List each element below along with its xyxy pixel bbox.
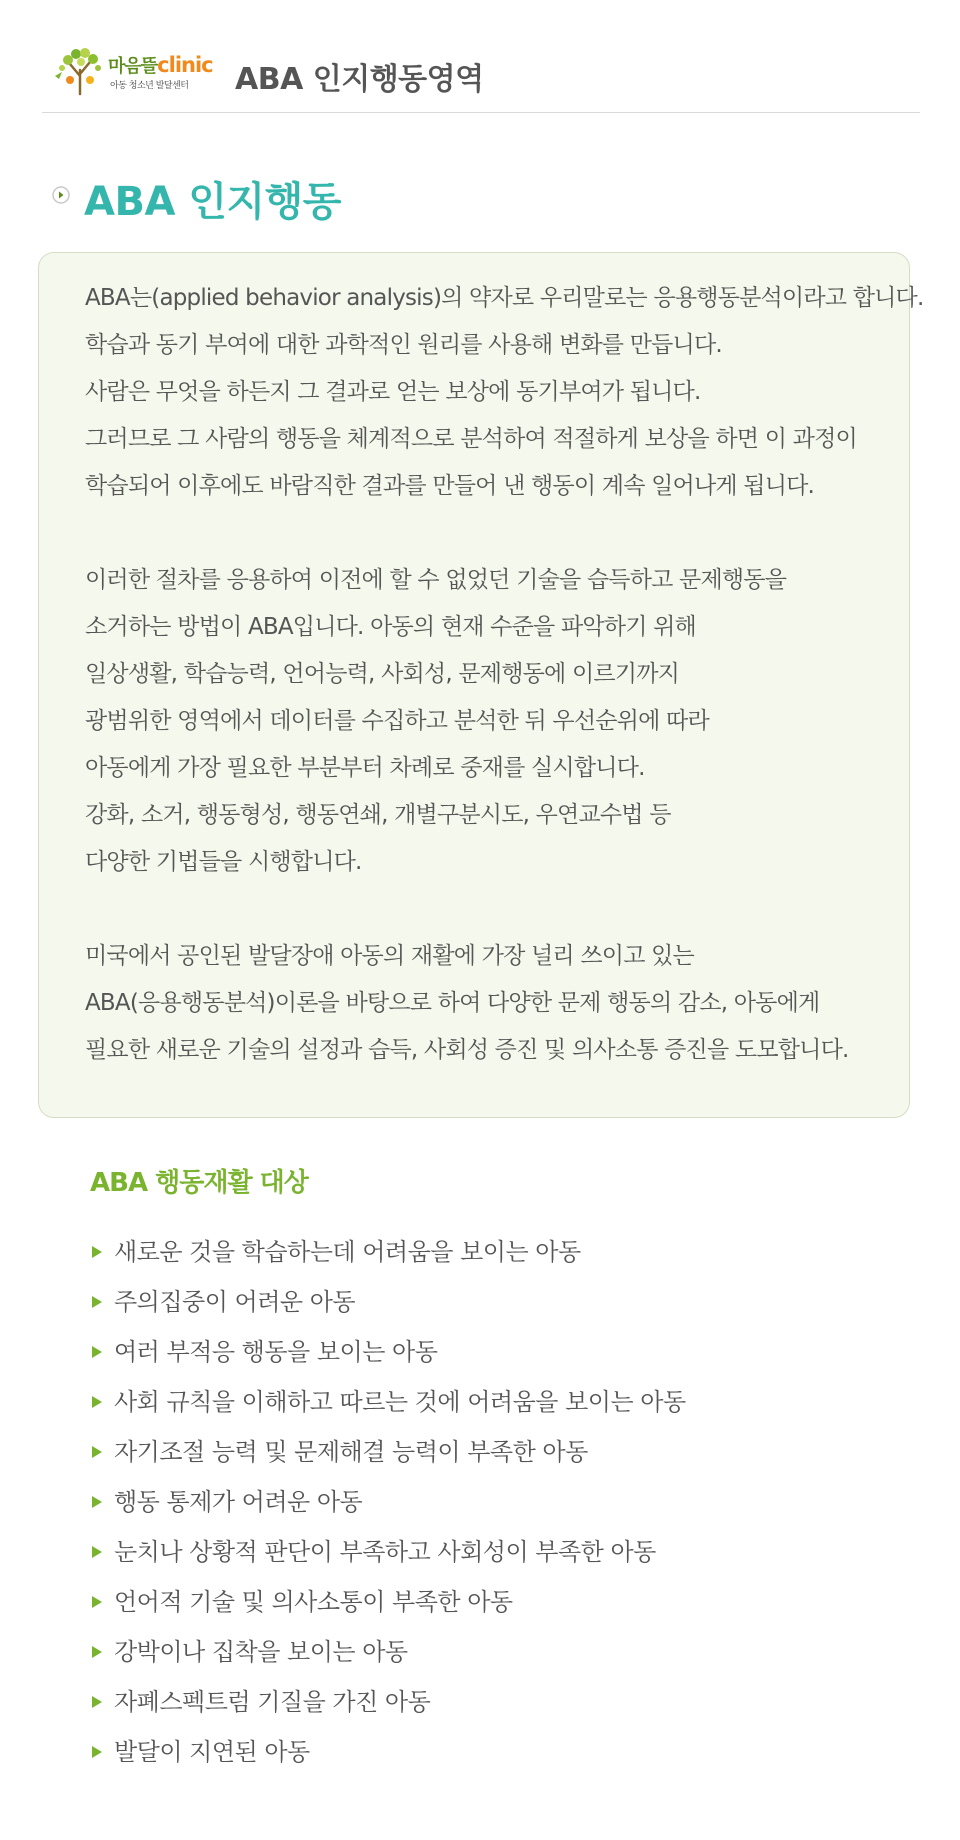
triangle-right-icon bbox=[92, 1446, 102, 1458]
intro-text-line: 소거하는 방법이 ABA입니다. 아동의 현재 수준을 파악하기 위해 bbox=[85, 614, 696, 640]
target-heading: ABA 행동재활 대상 bbox=[90, 1168, 308, 1198]
target-item-text: 발달이 지연된 아동 bbox=[114, 1738, 310, 1766]
circle-arrow-bullet-icon bbox=[52, 186, 70, 204]
triangle-right-icon bbox=[92, 1496, 102, 1508]
logo-name-korean: 마음뜰 bbox=[108, 56, 158, 77]
target-item-text: 여러 부적응 행동을 보이는 아동 bbox=[114, 1338, 438, 1366]
intro-text-line: 학습과 동기 부여에 대한 과학적인 원리를 사용해 변화를 만듭니다. bbox=[85, 332, 722, 358]
target-item-text: 언어적 기술 및 의사소통이 부족한 아동 bbox=[114, 1588, 513, 1616]
target-item-text: 주의집중이 어려운 아동 bbox=[114, 1288, 356, 1316]
intro-paragraph bbox=[85, 275, 924, 510]
target-item-text: 자기조절 능력 및 문제해결 능력이 부족한 아동 bbox=[114, 1438, 588, 1466]
triangle-right-icon bbox=[92, 1296, 102, 1308]
target-item-text: 눈치나 상황적 판단이 부족하고 사회성이 부족한 아동 bbox=[114, 1538, 656, 1566]
target-item-text: 행동 통제가 어려운 아동 bbox=[114, 1488, 363, 1516]
intro-text-line: 아동에게 가장 필요한 부분부터 차례로 중재를 실시합니다. bbox=[85, 755, 645, 781]
target-item-text: 강박이나 집착을 보이는 아동 bbox=[114, 1638, 408, 1666]
intro-text-line: 사람은 무엇을 하든지 그 결과로 얻는 보상에 동기부여가 됩니다. bbox=[85, 379, 701, 405]
intro-text-line: 미국에서 공인된 발달장애 아동의 재활에 가장 널리 쓰이고 있는 bbox=[85, 943, 694, 969]
target-item-text: 자폐스펙트럼 기질을 가진 아동 bbox=[114, 1688, 431, 1716]
intro-text-line: 광범위한 영역에서 데이터를 수집하고 분석한 뒤 우선순위에 따라 bbox=[85, 708, 709, 734]
triangle-right-icon bbox=[92, 1696, 102, 1708]
triangle-right-icon bbox=[92, 1646, 102, 1658]
triangle-right-icon bbox=[92, 1546, 102, 1558]
intro-paragraphs bbox=[85, 275, 924, 1121]
triangle-right-icon bbox=[92, 1246, 102, 1258]
intro-text-line: 그러므로 그 사람의 행동을 체계적으로 분석하여 적절하게 보상을 하면 이 과정이 bbox=[85, 426, 857, 452]
triangle-right-icon bbox=[92, 1746, 102, 1758]
logo-subtitle: 아동 청소년 발달센터 bbox=[110, 81, 189, 91]
intro-description-box bbox=[38, 252, 924, 1118]
intro-text-line: ABA(응용행동분석)이론을 바탕으로 하여 다양한 문제 행동의 감소, 아동에게 bbox=[85, 990, 820, 1016]
section-title: ABA 인지행동 bbox=[84, 179, 341, 225]
intro-text-line: 학습되어 이후에도 바람직한 결과를 만들어 낸 행동이 계속 일어나게 됩니다. bbox=[85, 473, 815, 499]
triangle-right-icon bbox=[92, 1596, 102, 1608]
logo-name-latin: clinic bbox=[157, 53, 213, 77]
triangle-right-icon bbox=[92, 1396, 102, 1408]
intro-text-line: 다양한 기법들을 시행합니다. bbox=[85, 849, 362, 875]
intro-text-line: 강화, 소거, 행동형성, 행동연쇄, 개별구분시도, 우연교수법 등 bbox=[85, 802, 671, 828]
clinic-logo[interactable] bbox=[50, 46, 220, 96]
target-item-text: 새로운 것을 학습하는데 어려움을 보이는 아동 bbox=[114, 1238, 581, 1266]
page-header bbox=[42, 36, 920, 113]
logo-wordmark bbox=[108, 52, 213, 78]
page-header-title: ABA 인지행동영역 bbox=[235, 62, 484, 97]
tree-logo-icon bbox=[50, 46, 110, 96]
intro-text-line: 필요한 새로운 기술의 설정과 습득, 사회성 증진 및 의사소통 증진을 도모합니다. bbox=[85, 1037, 849, 1063]
target-item-text: 사회 규칙을 이해하고 따르는 것에 어려움을 보이는 아동 bbox=[114, 1388, 686, 1416]
intro-text-line: 이러한 절차를 응용하여 이전에 할 수 없었던 기술을 습득하고 문제행동을 bbox=[85, 567, 787, 593]
intro-paragraph bbox=[85, 933, 905, 1074]
intro-text-line: 일상생활, 학습능력, 언어능력, 사회성, 문제행동에 이르기까지 bbox=[85, 661, 680, 687]
intro-paragraph bbox=[85, 557, 905, 886]
intro-text-line: ABA는(applied behavior analysis)의 약자로 우리말로는 응용행동분석이라고 합니다. bbox=[85, 285, 924, 311]
triangle-right-icon bbox=[92, 1346, 102, 1358]
